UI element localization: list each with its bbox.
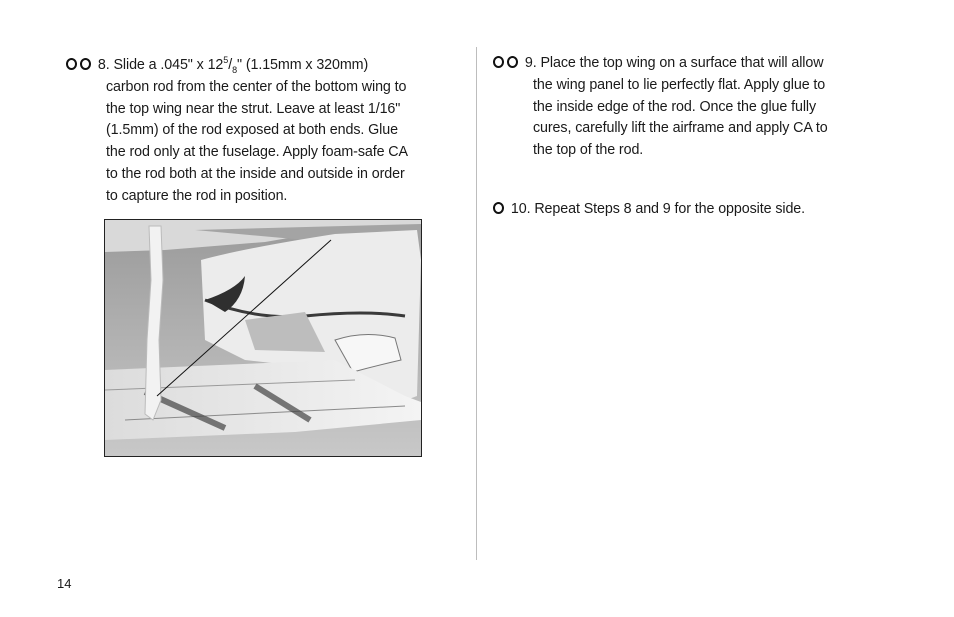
step-8-checkboxes [66,55,94,77]
step-10-text: 10. Repeat Steps 8 and 9 for the opposite side. [510,201,806,217]
step-10 [493,199,883,221]
step-9-line: the top of the rod. [533,142,644,159]
step-9-checkboxes [493,53,521,75]
step-10-checkboxes [493,199,507,221]
column-divider [476,47,477,560]
step-9-line: the wing panel to lie perfectly flat. Apply glue to [533,76,826,93]
checkbox-icon[interactable] [493,202,504,214]
checkbox-icon[interactable] [493,56,504,68]
page-number: 14 [57,576,72,591]
step-8-line: to capture the rod in position. [106,187,288,204]
step-8-first-line: 8. Slide a .045" x $12^5/_8$" (1.15mm x 320mm) [66,55,446,77]
step-9 [493,53,883,162]
fraction-numerator: 5 [223,55,229,66]
step-9-line: the inside edge of the rod. Once the glue fully [533,98,817,115]
step-9-line: cures, carefully lift the airframe and apply CA to [533,120,828,137]
step-8-text-a: Slide a .045" x 12 [113,57,224,73]
step-8-text-b: " (1.15mm x 320mm) [236,57,369,73]
step-8-line: (1.5mm) of the rod exposed at both ends. Glue [106,122,398,139]
step-8-number: 8. [97,57,110,73]
step-8-line: carbon rod from the center of the bottom wing to [106,78,407,95]
airplane-wing-strut-photo [104,219,422,457]
step-8-line: the rod only at the fuselage. Apply foam-safe CA [106,144,408,161]
step-8 [66,55,446,208]
checkbox-icon[interactable] [507,56,518,68]
step-10-line [493,199,883,221]
checkbox-icon[interactable] [80,58,91,70]
photo-illustration [105,220,421,456]
step-8-line: the top wing near the strut. Leave at least 1/16" [106,100,401,117]
fraction-denominator: 8 [232,64,237,75]
step-9-first-line [493,53,883,75]
checkbox-icon[interactable] [66,58,77,70]
step-8-line: to the rod both at the inside and outside in order [106,165,405,182]
step-9-first-text: 9. Place the top wing on a surface that will allow [524,55,824,71]
